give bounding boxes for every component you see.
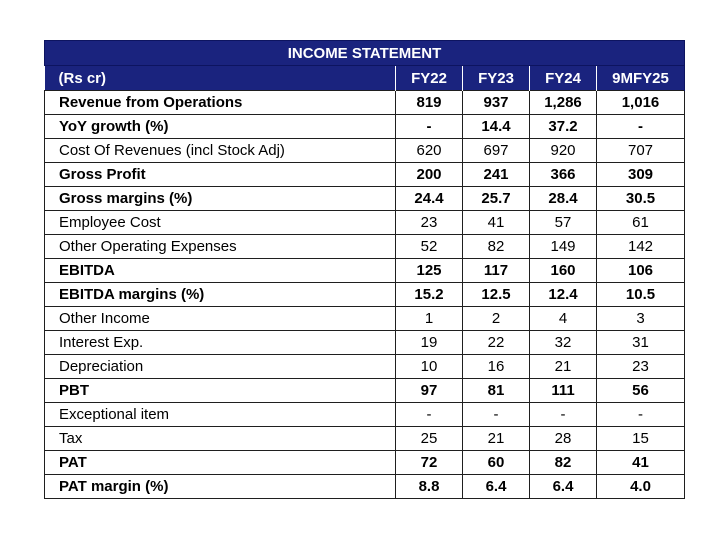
row-value: 4.0 [597, 475, 685, 499]
row-value: 30.5 [597, 187, 685, 211]
row-value: 24.4 [396, 187, 463, 211]
row-value: 12.4 [530, 283, 597, 307]
table-row [45, 187, 685, 211]
table-row [45, 115, 685, 139]
row-label: PBT [45, 379, 396, 403]
row-value: 309 [597, 163, 685, 187]
row-value: 200 [396, 163, 463, 187]
row-value: 160 [530, 259, 597, 283]
row-value: 697 [463, 139, 530, 163]
row-value: 3 [597, 307, 685, 331]
table-row [45, 211, 685, 235]
row-value: 82 [530, 451, 597, 475]
row-value: 21 [463, 427, 530, 451]
row-value: 19 [396, 331, 463, 355]
row-value: 620 [396, 139, 463, 163]
row-value: 1,286 [530, 91, 597, 115]
row-label: Employee Cost [45, 211, 396, 235]
table-body [45, 91, 685, 499]
row-label: EBITDA margins (%) [45, 283, 396, 307]
row-value: - [530, 403, 597, 427]
row-value: 2 [463, 307, 530, 331]
row-value: 111 [530, 379, 597, 403]
table-row [45, 91, 685, 115]
row-value: 21 [530, 355, 597, 379]
table-row [45, 283, 685, 307]
row-value: - [597, 403, 685, 427]
row-value: 920 [530, 139, 597, 163]
row-value: - [396, 115, 463, 139]
table-row [45, 475, 685, 499]
column-header-fy22: FY22 [396, 66, 463, 91]
row-value: 60 [463, 451, 530, 475]
income-statement-table [44, 40, 685, 499]
row-value: 149 [530, 235, 597, 259]
row-value: 52 [396, 235, 463, 259]
row-value: 4 [530, 307, 597, 331]
row-value: 23 [396, 211, 463, 235]
table-row [45, 163, 685, 187]
row-value: - [463, 403, 530, 427]
column-header-9mfy25: 9MFY25 [597, 66, 685, 91]
row-value: 37.2 [530, 115, 597, 139]
row-label: PAT margin (%) [45, 475, 396, 499]
row-value: - [396, 403, 463, 427]
row-label: Cost Of Revenues (incl Stock Adj) [45, 139, 396, 163]
row-value: 142 [597, 235, 685, 259]
row-value: 8.8 [396, 475, 463, 499]
income-statement-sheet [44, 40, 684, 499]
row-label: EBITDA [45, 259, 396, 283]
row-label: Depreciation [45, 355, 396, 379]
row-value: 14.4 [463, 115, 530, 139]
row-value: 81 [463, 379, 530, 403]
table-row [45, 307, 685, 331]
row-value: 61 [597, 211, 685, 235]
row-value: 57 [530, 211, 597, 235]
row-value: 10 [396, 355, 463, 379]
row-value: 117 [463, 259, 530, 283]
row-label: Interest Exp. [45, 331, 396, 355]
row-value: 97 [396, 379, 463, 403]
row-value: 22 [463, 331, 530, 355]
row-label: Other Income [45, 307, 396, 331]
row-label: Gross margins (%) [45, 187, 396, 211]
row-value: 366 [530, 163, 597, 187]
row-value: 41 [597, 451, 685, 475]
row-value: 1,016 [597, 91, 685, 115]
row-label: Tax [45, 427, 396, 451]
column-header-fy23: FY23 [463, 66, 530, 91]
column-header-fy24: FY24 [530, 66, 597, 91]
row-value: 25.7 [463, 187, 530, 211]
row-value: 125 [396, 259, 463, 283]
row-value: 72 [396, 451, 463, 475]
row-label: Other Operating Expenses [45, 235, 396, 259]
row-value: 23 [597, 355, 685, 379]
row-value: - [597, 115, 685, 139]
table-row [45, 451, 685, 475]
row-value: 32 [530, 331, 597, 355]
row-value: 41 [463, 211, 530, 235]
row-label: YoY growth (%) [45, 115, 396, 139]
table-row [45, 379, 685, 403]
row-value: 16 [463, 355, 530, 379]
row-label: Exceptional item [45, 403, 396, 427]
table-header-row [45, 66, 685, 91]
row-value: 31 [597, 331, 685, 355]
row-value: 82 [463, 235, 530, 259]
table-row [45, 259, 685, 283]
row-label: Gross Profit [45, 163, 396, 187]
table-row [45, 331, 685, 355]
row-value: 937 [463, 91, 530, 115]
table-row [45, 403, 685, 427]
table-row [45, 139, 685, 163]
row-value: 12.5 [463, 283, 530, 307]
row-label: Revenue from Operations [45, 91, 396, 115]
table-row [45, 427, 685, 451]
row-value: 56 [597, 379, 685, 403]
row-value: 10.5 [597, 283, 685, 307]
row-value: 1 [396, 307, 463, 331]
row-value: 6.4 [463, 475, 530, 499]
table-row [45, 235, 685, 259]
row-label: PAT [45, 451, 396, 475]
table-title-row [45, 41, 685, 66]
row-value: 15 [597, 427, 685, 451]
row-value: 28 [530, 427, 597, 451]
table-row [45, 355, 685, 379]
row-value: 15.2 [396, 283, 463, 307]
row-value: 241 [463, 163, 530, 187]
row-value: 6.4 [530, 475, 597, 499]
unit-header: (Rs cr) [45, 66, 396, 91]
row-value: 25 [396, 427, 463, 451]
row-value: 707 [597, 139, 685, 163]
row-value: 819 [396, 91, 463, 115]
row-value: 106 [597, 259, 685, 283]
row-value: 28.4 [530, 187, 597, 211]
table-title: INCOME STATEMENT [45, 41, 685, 66]
